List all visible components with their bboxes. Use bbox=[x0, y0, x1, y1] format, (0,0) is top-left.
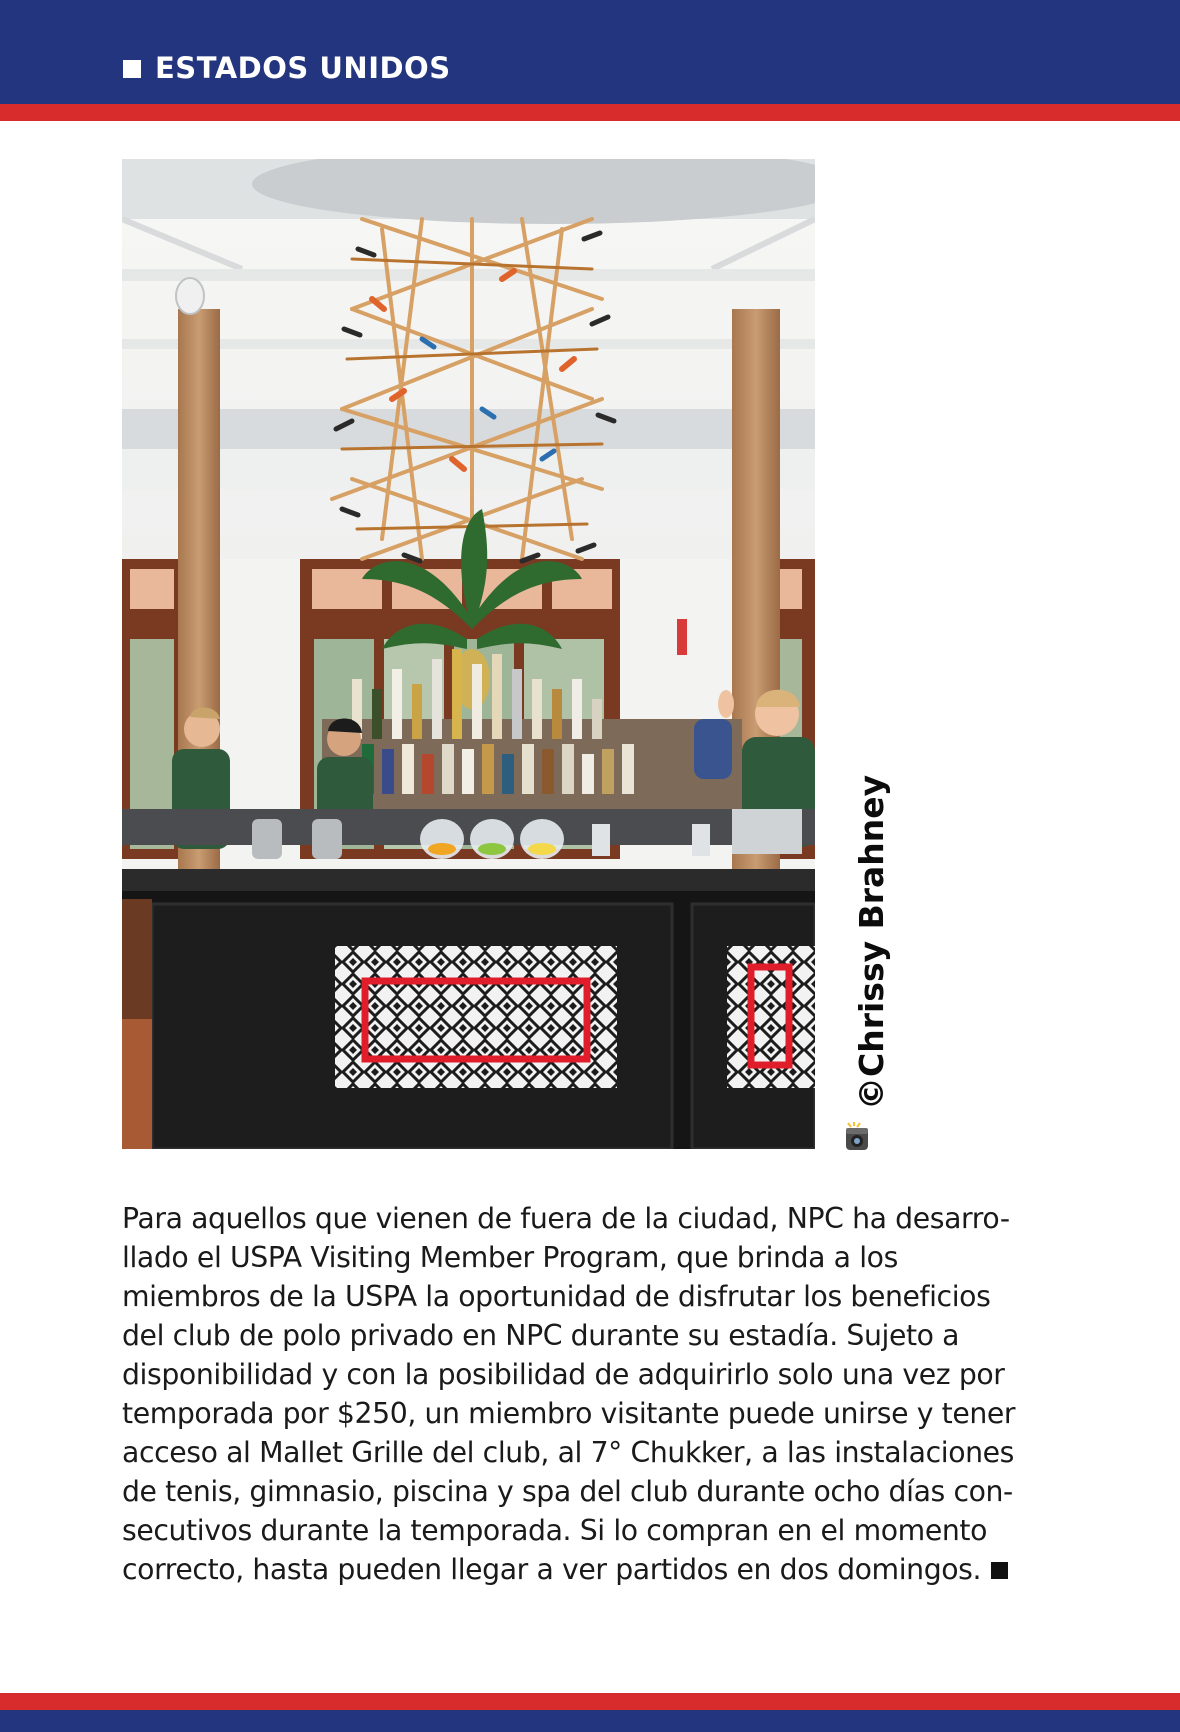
bar-photo bbox=[122, 159, 815, 1149]
end-of-article-icon bbox=[991, 1562, 1008, 1579]
article-last-line bbox=[122, 1550, 1082, 1589]
photo-credit-text: ©Chrissy Brahney bbox=[852, 774, 891, 1110]
article-line: llado el USPA Visiting Member Program, que brinda a los bbox=[122, 1241, 898, 1274]
article-line: Para aquellos que vienen de fuera de la ciudad, NPC ha desarro- bbox=[122, 1202, 1010, 1235]
section-title: ESTADOS UNIDOS bbox=[155, 51, 451, 85]
article-line: acceso al Mallet Grille del club, al 7° Chukker, a las instalaciones bbox=[122, 1436, 1015, 1469]
header-red-stripe bbox=[0, 104, 1180, 121]
article-line: correcto, hasta pueden llegar a ver partidos en dos domingos. bbox=[122, 1553, 982, 1586]
article-line: de tenis, gimnasio, piscina y spa del club durante ocho días con- bbox=[122, 1475, 1013, 1508]
article-line: miembros de la USPA la oportunidad de disfrutar los beneficios bbox=[122, 1280, 991, 1313]
article-line: temporada por $250, un miembro visitante puede unirse y tener bbox=[122, 1397, 1016, 1430]
section-square-icon bbox=[123, 60, 141, 78]
article-line: secutivos durante la temporada. Si lo compran en el momento bbox=[122, 1514, 987, 1547]
article-paragraph bbox=[122, 1199, 1082, 1589]
footer-red-stripe bbox=[0, 1693, 1180, 1710]
article-line: disponibilidad y con la posibilidad de adquirirlo solo una vez por bbox=[122, 1358, 1005, 1391]
footer-bar bbox=[0, 1710, 1180, 1732]
article-line: del club de polo privado en NPC durante su estadía. Sujeto a bbox=[122, 1319, 960, 1352]
camera-icon bbox=[843, 1122, 871, 1152]
